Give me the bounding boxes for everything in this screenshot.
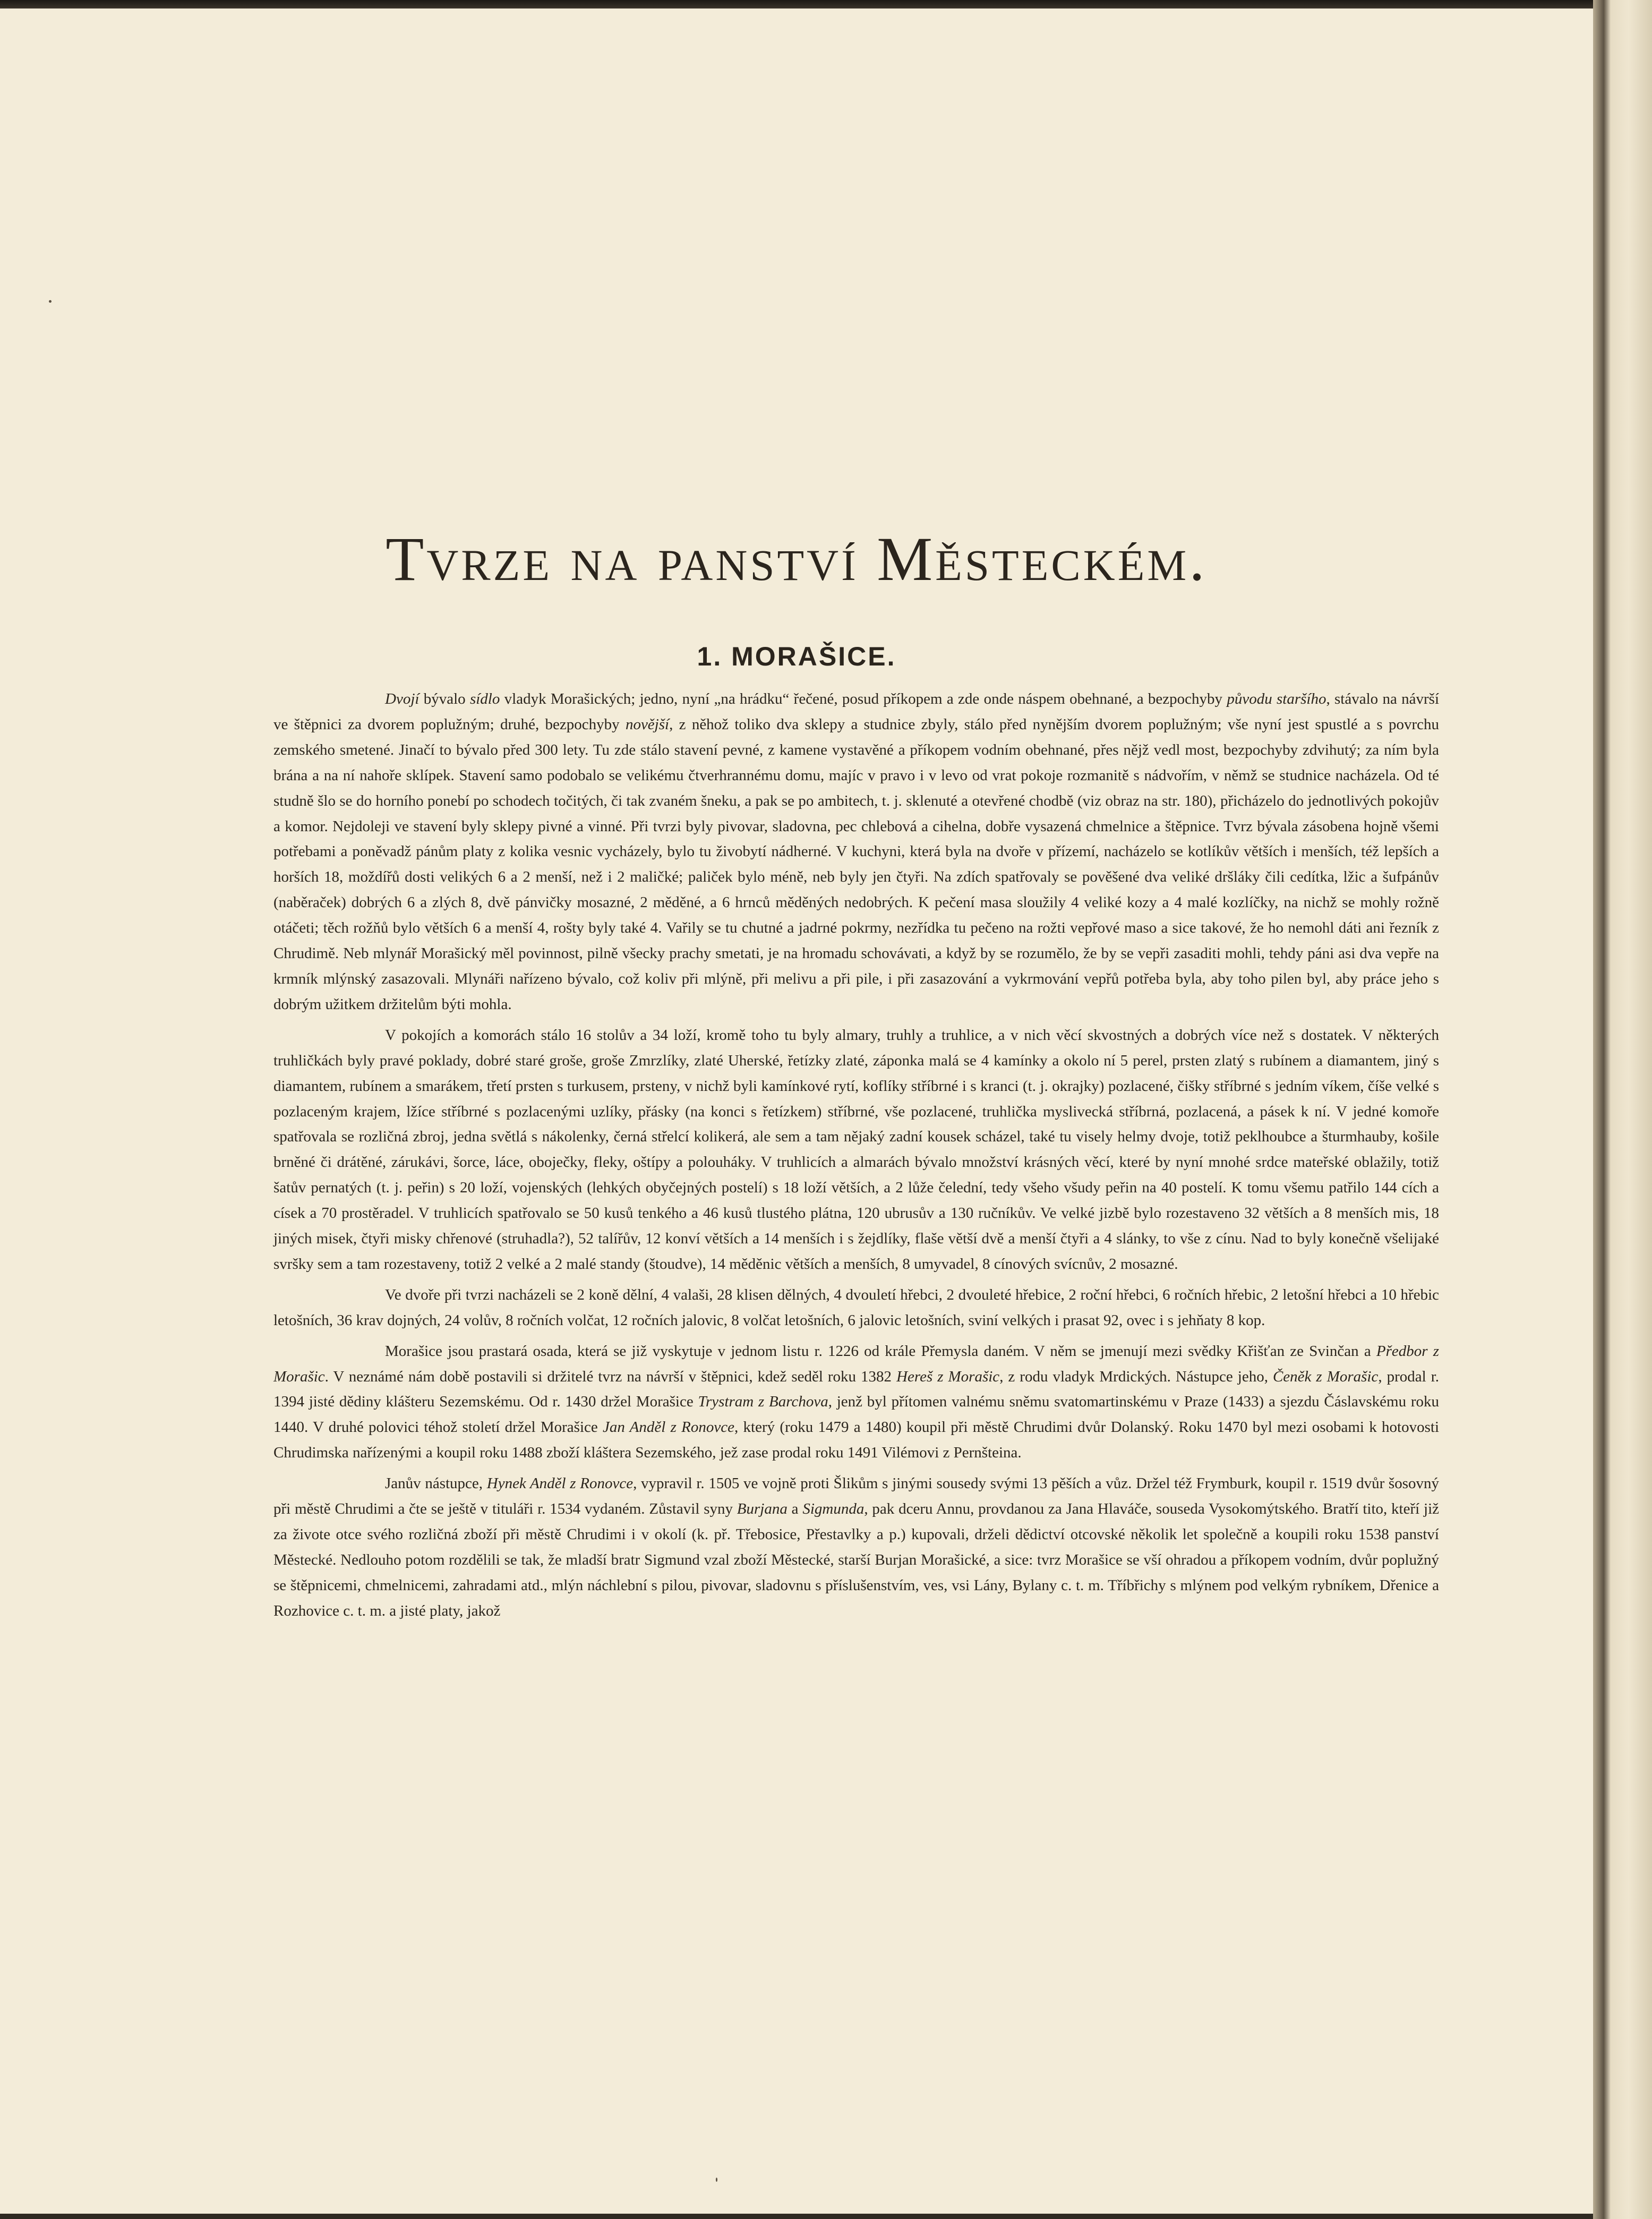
text-run: . V neznámé nám době postavili si držitelé tvrz na návrší v štěpnici, kdež seděl roku 1382 [324, 1368, 897, 1385]
text-run: , jenž byl přítomen valnému sněmu svatomartinskému v Praze (1433) a sjezdu Čáslavskému roku 1440. V druhé polovici téhož století držel Morašice [273, 1393, 1439, 1436]
section-heading: 1. MORAŠICE. [697, 642, 896, 671]
text-run: Ve dvoře při tvrzi nacházeli se 2 koně dělní, 4 valaši, 28 klisen dělných, 4 dvouletí hřebci, 2 dvouleté hřebice, 2 roční hřebci, 6 ročních hřebic, 2 letošní hřebci a 10 hřebic letošních, 36 krav dojných, 24 volův, 8 ročních volčat, 12 ročních jalovic, 8 volčat letošních, 6 jalovic letošních, sviní velkých i prasat 92, ovec i s jehňaty 8 kop. [273, 1286, 1439, 1329]
italic-name: původu staršího [1227, 690, 1326, 707]
italic-name: Sigmunda [802, 1500, 864, 1518]
text-run: vladyk Morašických; jedno, nyní „na hrádku“ řečené, posud příkopem a zde onde náspem obehnané, a bezpochyby [500, 690, 1227, 707]
paragraph-2 [273, 1023, 1439, 1277]
paper-speck [716, 2178, 717, 2182]
italic-name: Čeněk z Morašic [1272, 1368, 1379, 1385]
paragraph-3 [273, 1283, 1439, 1334]
text-run: , z rodu vladyk Mrdických. Nástupce jeho, [999, 1368, 1273, 1385]
italic-name: novější [625, 715, 670, 733]
paper-speck [49, 300, 52, 303]
text-run: Morašice jsou prastará osada, která se již vyskytuje v jednom listu r. 1226 od krále Přemysla daném. V něm se jmenují mezi svědky Křišťan ze Svinčan a [385, 1342, 1376, 1360]
article-body [273, 687, 1439, 1629]
paragraph-4 [273, 1339, 1439, 1466]
text-run: a [787, 1500, 803, 1518]
italic-name: Hynek Anděl z Ronovce [486, 1475, 634, 1492]
text-run: Janův nástupce, [385, 1475, 487, 1492]
italic-name: Jan Anděl z Ronovce [603, 1419, 735, 1436]
text-run: , z něhož toliko dva sklepy a studnice zbyly, stálo před nynějším dvorem poplužným; vše nyní jest spustlé a s povrchu zemského smetené. Jinačí to bývalo před 300 lety. Tu zde stálo stavení pevné, z kamene vystavěné a příkopem vodním obehnané, přes nějž vedl most, bezpochyby zdvihutý; za ním byla brána a na ní nahoře sklípek. Stavení samo podobalo se velikému čtverhrannému domu, majíc v pravo i v levo od vrat pokoje rozmanitě s nádvořím, v němž se studnice nacházela. Od té studně šlo se do horního ponebí po schodech točitých, či tak zvaném šneku, a pak se po ambitech, t. j. sklenuté a otevřené chodbě (viz obraz na str. 180), přicházelo do jednotlivých pokojův a komor. Nejdoleji ve stavení byly sklepy pivné a vinné. Při tvrzi byly pivovar, sladovna, pec chlebová a cihelna, dobře vysazená chmelnice a štěpnice. Tvrz bývala zásobena hojně všemi potřebami a poněvadž pánům platy z kolika vesnic vycházely, bylo tu živobytí nádherné. V kuchyni, která byla na dvoře v přízemí, nacházelo se kotlíkův větších i menších, též lepších a horších 18, moždířů dosti velikých 6 a 2 menší, než i 2 maličké; paliček bylo méně, neb byly jen čtyři. Na zdích spatřovaly se pověšené dva veliké dršláky čili cedítka, lžic a šufpánův (naběraček) dobrých 6 a zlých 8, dvě pánvičky mosazné, 2 měděné, a 6 hrnců měděných nedobrých. K pečení masa sloužily 4 veliké kozy a 4 malé kozlíčky, na nichž se mohly rožně otáčeti; těch rožňů bylo větších 6 a menší 4, rošty byly také 4. Vařily se tu chutné a jadrné pokrmy, nezřídka tu pečeno na rožti vepřové maso a sice takové, že ho nemohl dáti ani řezník z Chrudimě. Neb mlynář Morašický měl povinnost, pilně všecky prachy smetati, je na hromadu schovávati, a když by se rozumělo, že by se vepři zasaditi mohli, tehdy páni asi dva vepře na krmník mlýnský zasazovali. Mlynáři nařízeno bývalo, což koliv při mlýně, při melivu a při pile, i při zasazování a vykrmování vepřů potřeba byla, aby toho pilen byl, aby práce jeho s dobrým užitkem držitelům býti mohla. [273, 715, 1439, 1013]
text-run: , stávalo na návrší ve štěpnici za dvorem poplužným; druhé, bezpochyby [273, 690, 1439, 733]
paragraph-5 [273, 1471, 1439, 1624]
italic-name: Předbor z Morašic [273, 1342, 1439, 1385]
paragraph-1 [273, 687, 1439, 1018]
text-run: , pak dceru Annu, provdanou za Jana Hlaváče, souseda Vysokomýtského. Bratří tito, kteří již za živote otce svého rozličná zboží při městě Chrudimi i v okolí (k. př. Třebosice, Přestavlky a p.) kupovali, drželi dědictví otcovské několik let společně a koupili roku 1538 panství Městecké. Nedlouho potom rozdělili se tak, že mladší bratr Sigmund vzal zboží Městecké, starší Burjan Morašické, a sice: tvrz Morašice se vší ohradou a příkopem vodním, dvůr poplužný se štěpnicemi, chmelnicemi, zahradami atd., mlýn náchlební s pilou, pivovar, sladovnu s příslušenstvím, ves, vsi Lány, Bylany c. t. m. Tříbřichy s mlýnem pod velkým rybníkem, Dřenice a Rozhovice c. t. m. a jisté platy, jakož [273, 1500, 1439, 1619]
text-run: , vypravil r. 1505 ve vojně proti Šlikům s jinými sousedy svými 13 pěších a vůz. Držel též Frymburk, koupil r. 1519 dvůr šosovný při městě Chrudimi a čte se ještě v tituláři r. 1534 vydaném. Zůstavil syny [273, 1475, 1440, 1518]
italic-name: Hereš z Morašic [896, 1368, 1000, 1385]
italic-name: Dvojí [385, 690, 420, 707]
book-gutter [1593, 0, 1652, 2219]
text-run: bývalo [419, 690, 470, 707]
page-bottom-edge [0, 2214, 1593, 2219]
italic-name: Trystram z Barchova [698, 1393, 828, 1411]
page-title: Tvrze na panství Městeckém. [386, 524, 1208, 594]
italic-name: Burjana [737, 1500, 788, 1518]
text-run: V pokojích a komorách stálo 16 stolův a 34 loží, kromě toho tu byly almary, truhly a truhlice, a v nich věcí skvostných a dobrých více než s dostatek. V některých truhličkách byly pravé poklady, dobré staré groše, groše Zmrzlíky, zlaté Uherské, řetízky zlaté, záponka malá se 4 kamínky a okolo ní 5 perel, prsten zlatý s rubínem a diamantem, jiný s diamantem, rubínem a smarákem, třetí prsten s turkusem, prsteny, v nichž byli kamínkové rytí, koflíky stříbrné i s kranci (t. j. okrajky) pozlacené, čišky stříbrné s jedním víkem, číše velké s pozlaceným krajem, lžíce stříbrné s pozlacenými uzlíky, přásky (na konci s řetízkem) stříbrné, vše pozlacené, truhlička myslivecká stříbrná, pozlacená, a pásek k ní. V jedné komoře spatřovala se rozličná zbroj, jedna světlá s nákolenky, černá střelcí kolikerá, ale sem a tam nějaký zadní kousek scházel, také tu visely helmy dvoje, totiž peklhoubce a šturmhauby, košile brněné či drátěné, zárukávi, šorce, láce, oboječky, fleky, oštípy a polouháky. V truhlicích a almarách bývalo množství krásných věcí, které by nyní mnohé srdce mateřské oblažily, totiž šatův pernatých (t. j. peřin) s 20 loží, vojenských (lehkých obyčejných postelí) s 18 loží větších, a 2 lůže čelední, tedy všeho všudy peřin na 40 postelí. K tomu všemu patřilo 144 cích a císek a 70 prostěradel. V truhlicích spatřovalo se 50 kusů tenkého a 46 kusů tlustého plátna, 120 ubrusův a 130 ručníkův. Ve velké jizbě bylo rozestaveno 32 větších a 8 menších mis, 18 jiných misek, čtyři misky chřenové (struhadla?), 52 talířův, 12 konví větších a 14 menších i s žejdlíky, flaše větší dvě a menší čtyři a 4 slánky, to vše z cínu. Nad to byly konečně všelijaké svršky sem a tam rozestaveny, totiž 2 velké a 2 malé standy (štoudve), 14 měděnic větších a menších, 8 umyvadel, 8 cínových svícnův, 2 mosazné. [273, 1026, 1439, 1273]
italic-name: sídlo [469, 690, 500, 707]
text-run: , prodal r. 1394 jisté dědiny klášteru Sezemskému. Od r. 1430 držel Morašice [273, 1368, 1439, 1411]
text-run: , který (roku 1479 a 1480) koupil při městě Chrudimi dvůr Dolanský. Roku 1470 byl mezi osobami k hotovosti Chrudimska nařízenými a koupil roku 1488 zboží kláštera Sezemského, jež zase prodal roku 1491 Vilémovi z Pernšteina. [273, 1419, 1440, 1462]
page-top-edge [0, 0, 1593, 8]
